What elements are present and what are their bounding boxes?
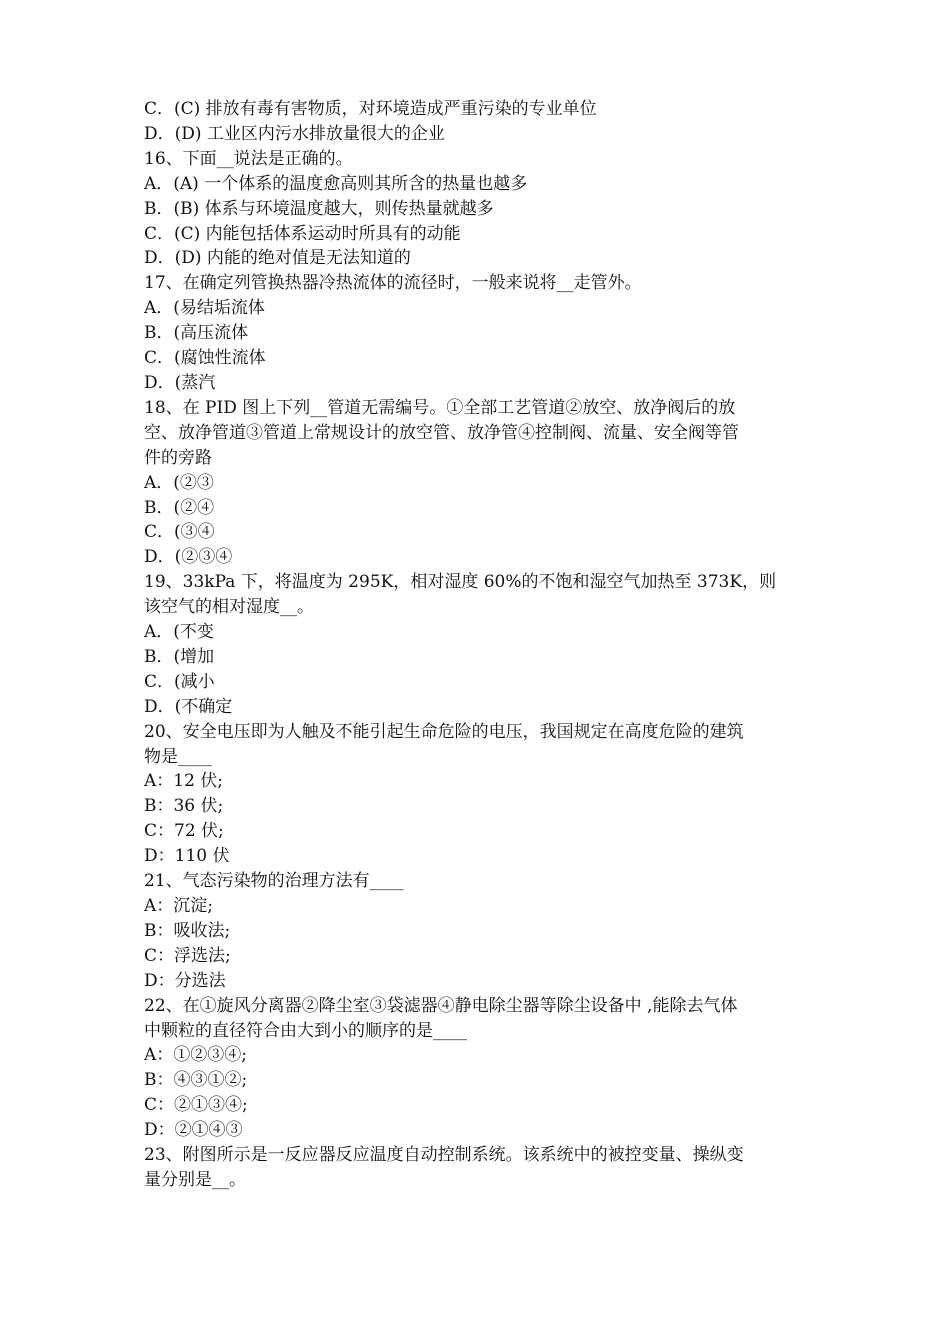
answer-option-line: C．(减小: [144, 671, 215, 692]
question-text-line: 22、在①旋风分离器②降尘室③袋滤器④静电除尘器等除尘设备中 ,能除去气体: [144, 995, 738, 1016]
answer-option-line: B：36 伏;: [144, 796, 224, 817]
answer-option-line: B：④③①②;: [144, 1070, 248, 1091]
question-text-line: 空、放净管道③管道上常规设计的放空管、放净管④控制阀、流量、安全阀等管: [144, 422, 739, 443]
answer-option-line: C．(C) 内能包括体系运动时所具有的动能: [144, 223, 461, 244]
answer-option-line: A：沉淀;: [144, 896, 214, 916]
document-body: [144, 97, 814, 1193]
answer-option-line: D．(②③④: [144, 547, 233, 568]
answer-option-line: A．(②③: [144, 472, 214, 493]
question-text-line: 23、附图所示是一反应器反应温度自动控制系统。该系统中的被控变量、操纵变: [144, 1145, 744, 1166]
answer-option-line: B．(B) 体系与环境温度越大，则传热量就越多: [144, 198, 494, 219]
answer-option-line: B．(高压流体: [144, 323, 249, 344]
answer-option-line: C：浮选法;: [144, 945, 231, 966]
answer-option-line: D．(D) 内能的绝对值是无法知道的: [144, 248, 411, 269]
question-text-line: 19、33kPa 下，将温度为 295K，相对湿度 60%的不饱和湿空气加热至 373K，则: [144, 572, 777, 593]
question-text-line: 物是____: [144, 746, 212, 767]
question-text-line: 中颗粒的直径符合由大到小的顺序的是____: [144, 1020, 467, 1041]
answer-option-line: B．(②④: [144, 497, 215, 518]
answer-option-line: C．(③④: [144, 522, 215, 543]
question-text-line: 20、安全电压即为人触及不能引起生命危险的电压，我国规定在高度危险的建筑: [144, 721, 744, 742]
answer-option-line: A：①②③④;: [144, 1045, 248, 1066]
answer-option-line: C：②①③④;: [144, 1095, 248, 1116]
answer-option-line: D．(不确定: [144, 696, 233, 717]
answer-option-line: B：吸收法;: [144, 920, 231, 941]
question-text-line: 17、在确定列管换热器冷热流体的流径时，一般来说将__走管外。: [144, 273, 642, 294]
answer-option-line: A．(A) 一个体系的温度愈高则其所含的热量也越多: [144, 173, 528, 194]
question-text-line: 件的旁路: [144, 447, 212, 468]
question-text-line: 21、气态污染物的治理方法有____: [144, 871, 404, 892]
answer-option-line: D．(蒸汽: [144, 372, 216, 393]
answer-option-line: A：12 伏;: [144, 771, 224, 792]
answer-option-line: A．(易结垢流体: [144, 298, 265, 319]
question-text-line: 18、在 PID 图上下列__管道无需编号。①全部工艺管道②放空、放净阀后的放: [144, 397, 736, 418]
answer-option-line: C：72 伏;: [144, 821, 224, 842]
question-text-line: 该空气的相对湿度__。: [144, 597, 314, 618]
answer-option-line: A．(不变: [144, 622, 214, 643]
question-text-line: 16、下面__说法是正确的。: [144, 148, 353, 169]
answer-option-line: C．(C) 排放有毒有害物质，对环境造成严重污染的专业单位: [144, 99, 597, 119]
answer-option-line: D：110 伏: [144, 846, 230, 867]
answer-option-line: D：②①④③: [144, 1120, 243, 1141]
answer-option-line: C．(腐蚀性流体: [144, 348, 266, 369]
answer-option-line: D：分选法: [144, 970, 226, 991]
question-text-line: 量分别是__。: [144, 1169, 246, 1190]
answer-option-line: D．(D) 工业区内污水排放量很大的企业: [144, 123, 445, 144]
answer-option-line: B．(增加: [144, 646, 215, 667]
